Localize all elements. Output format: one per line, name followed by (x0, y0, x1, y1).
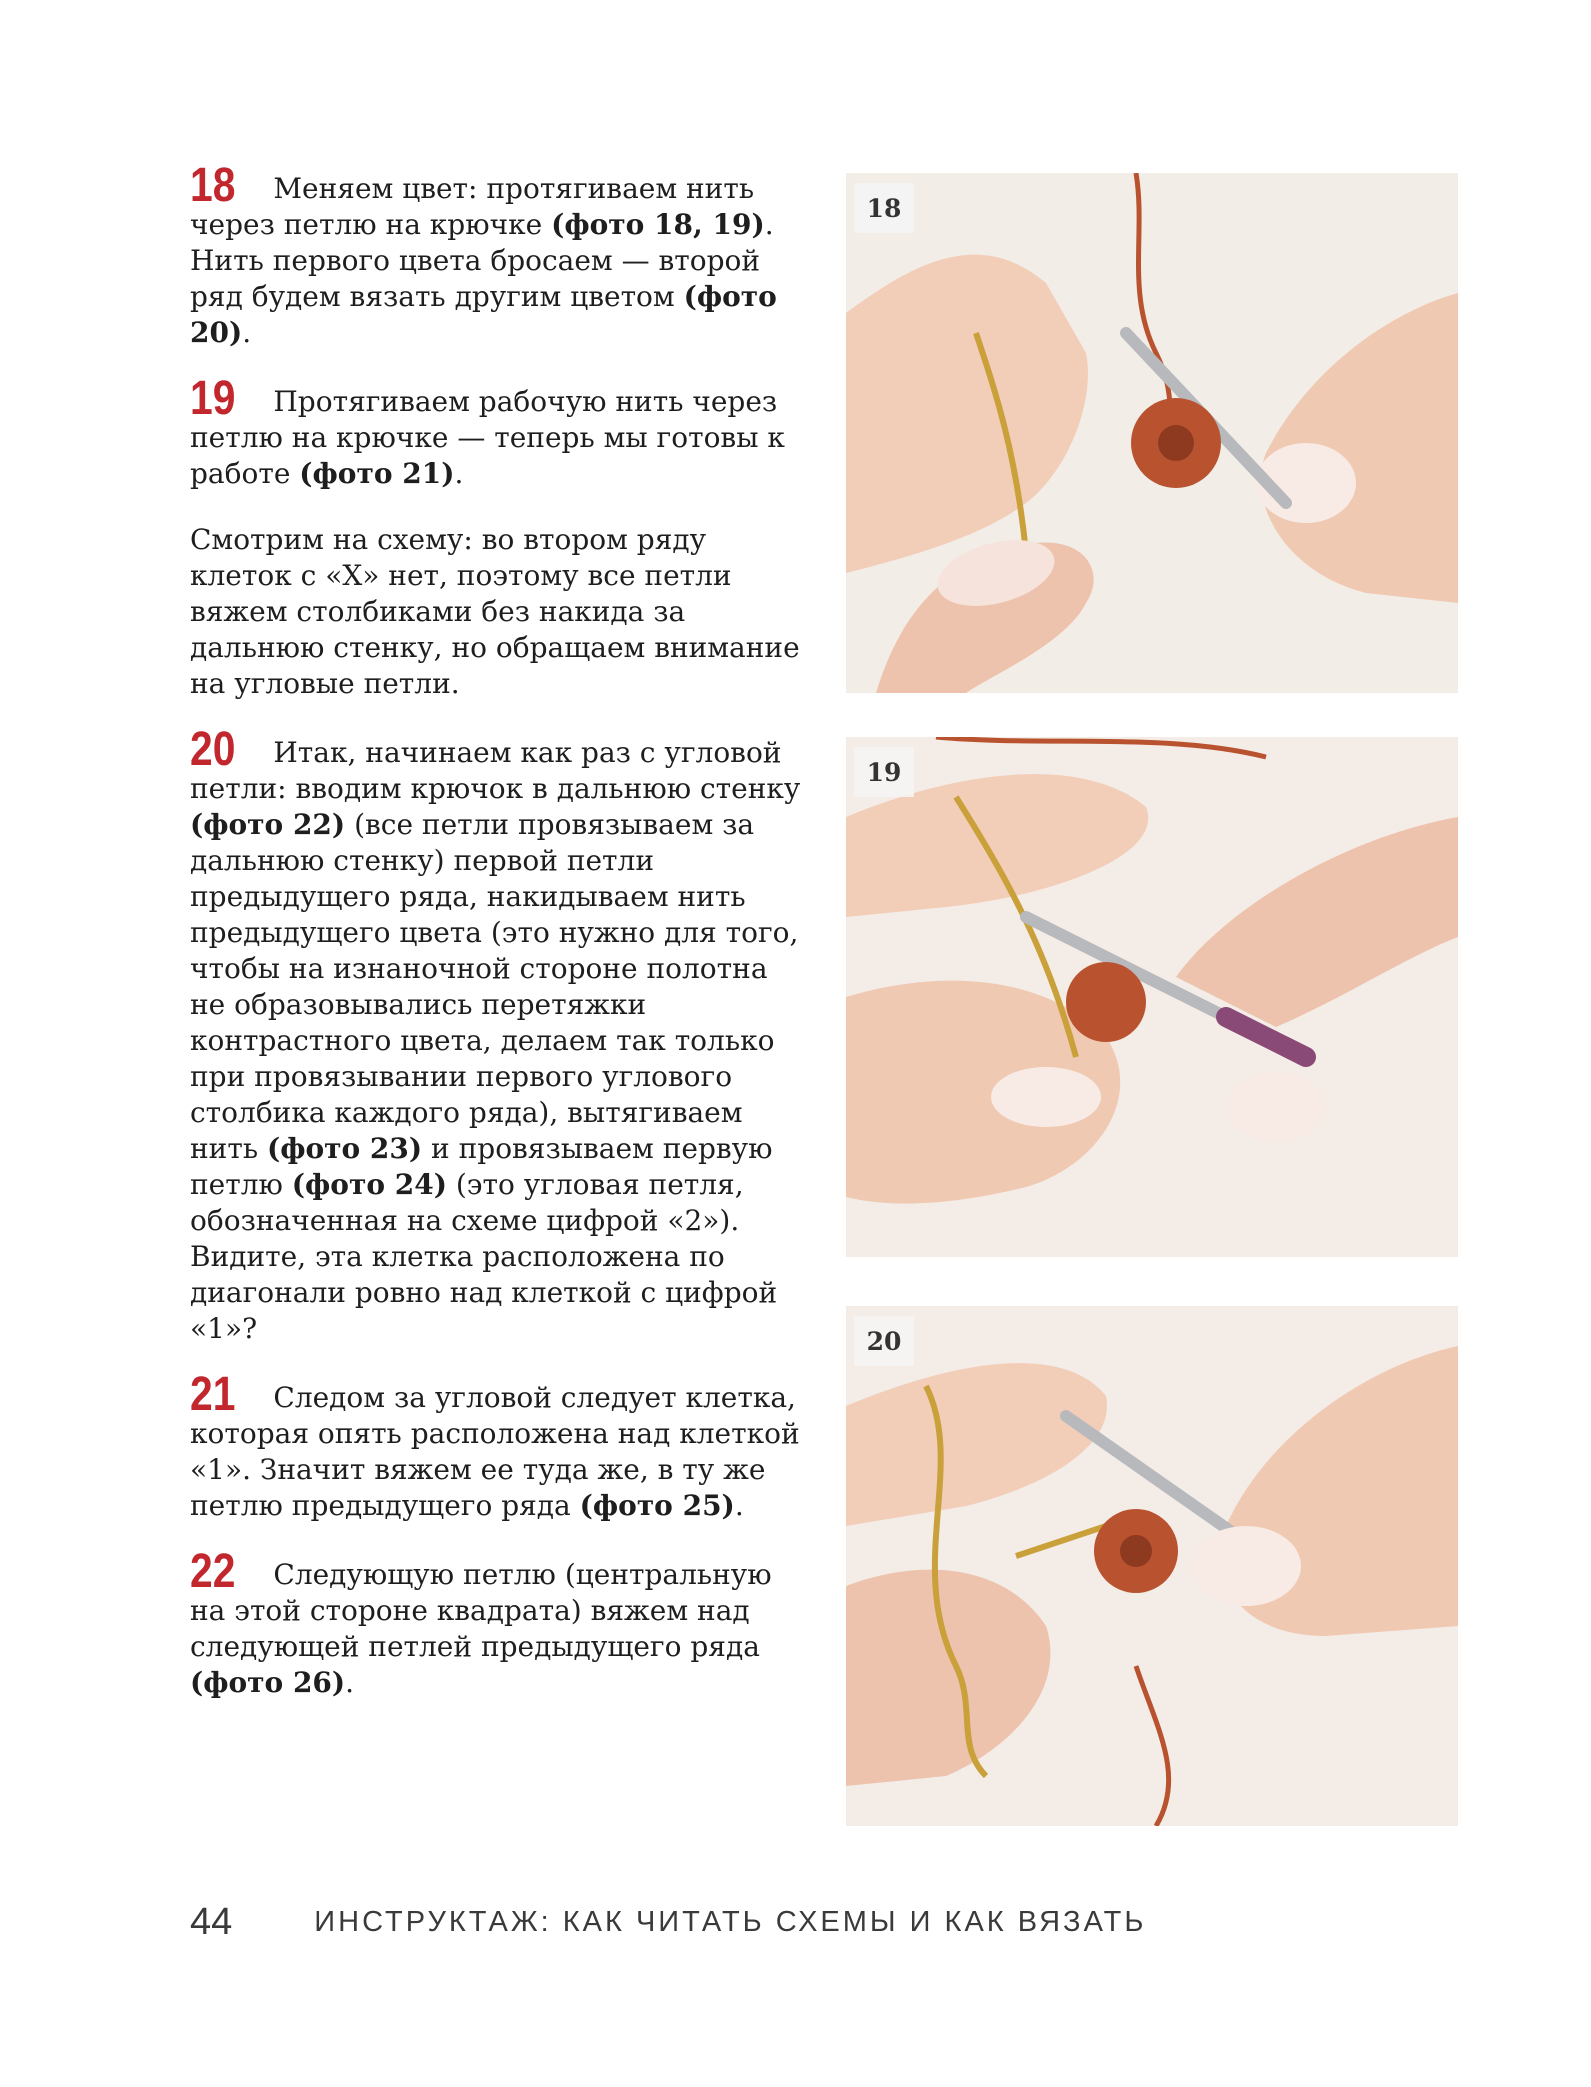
photo-label: 18 (854, 183, 914, 233)
crochet-photo-illustration (846, 737, 1458, 1257)
step-number: 18 (190, 159, 236, 212)
step-number: 20 (190, 723, 236, 776)
photo-label: 19 (854, 747, 914, 797)
scheme-note: Смотрим на схему: во втором ряду клеток с «X» нет, поэтому все петли вяжем столбиками без накида за дальнюю стенку, но обращаем внимание на угловые петли. (190, 523, 800, 700)
step-text: . (345, 1666, 355, 1699)
photo-label: 20 (854, 1316, 914, 1366)
photo-ref: (фото 18, 19) (551, 208, 765, 241)
photo-ref: (фото 20) (190, 280, 777, 349)
photo-20 (846, 1306, 1458, 1826)
photo-18 (846, 173, 1458, 693)
step-text: Протягиваем рабочую нить через петлю на крючке — теперь мы готовы к работе (190, 385, 785, 490)
step-text: . Нить первого цвета бросаем — второй ряд будем вязать другим цветом (190, 208, 774, 313)
step-text: Следующую петлю (центральную на этой стороне квадрата) вяжем над следующей петлей предыдущего ряда (190, 1558, 772, 1663)
step-20 (190, 723, 810, 1347)
step-text: (это угловая петля, обозначенная на схеме цифрой «2»). Видите, эта клетка расположена по диагонали ровно над клеткой с цифрой «1»? (190, 1168, 778, 1345)
step-number: 22 (190, 1545, 236, 1598)
instructions-column (190, 159, 810, 1731)
photo-ref: (фото 22) (190, 808, 346, 841)
step-18 (190, 159, 810, 351)
photo-ref: (фото 26) (190, 1666, 346, 1699)
running-title: ИНСТРУКТАЖ: КАК ЧИТАТЬ СХЕМЫ И КАК ВЯЗАТЬ (314, 1905, 1147, 1938)
step-text: . (734, 1489, 744, 1522)
step-number: 19 (190, 372, 236, 425)
photo-ref: (фото 21) (299, 457, 455, 490)
step-21 (190, 1368, 810, 1524)
step-19 (190, 372, 810, 492)
photo-ref: (фото 25) (579, 1489, 735, 1522)
step-22 (190, 1545, 810, 1701)
page-number: 44 (190, 1900, 233, 1943)
step-text: и провязываем первую петлю (190, 1132, 773, 1201)
photo-ref: (фото 24) (291, 1168, 447, 1201)
step-text: Итак, начинаем как раз с угловой петли: вводим крючок в дальнюю стенку (190, 736, 801, 805)
photo-19 (846, 737, 1458, 1257)
step-text: . (242, 316, 252, 349)
crochet-photo-illustration (846, 173, 1458, 693)
step-text: (все петли провязываем за дальнюю стенку) первой петли предыдущего ряда, накидываем нить предыдущего цвета (это нужно для того, чтобы на изнаночной стороне полотна не образовывались перетяжки контрастного цвета, делаем так только при провязывании первого углового столбика каждого ряда), вытягиваем нить (190, 808, 799, 1165)
crochet-photo-illustration (846, 1306, 1458, 1826)
page-footer (190, 1898, 1146, 1946)
step-text: Меняем цвет: протягиваем нить через петлю на крючке (190, 172, 755, 241)
step-text: Следом за угловой следует клетка, которая опять расположена над клеткой «1». Значит вяжем ее туда же, в ту же петлю предыдущего ряда (190, 1381, 800, 1522)
photo-ref: (фото 23) (266, 1132, 423, 1165)
step-number: 21 (190, 1368, 236, 1421)
step-text: . (454, 457, 464, 490)
